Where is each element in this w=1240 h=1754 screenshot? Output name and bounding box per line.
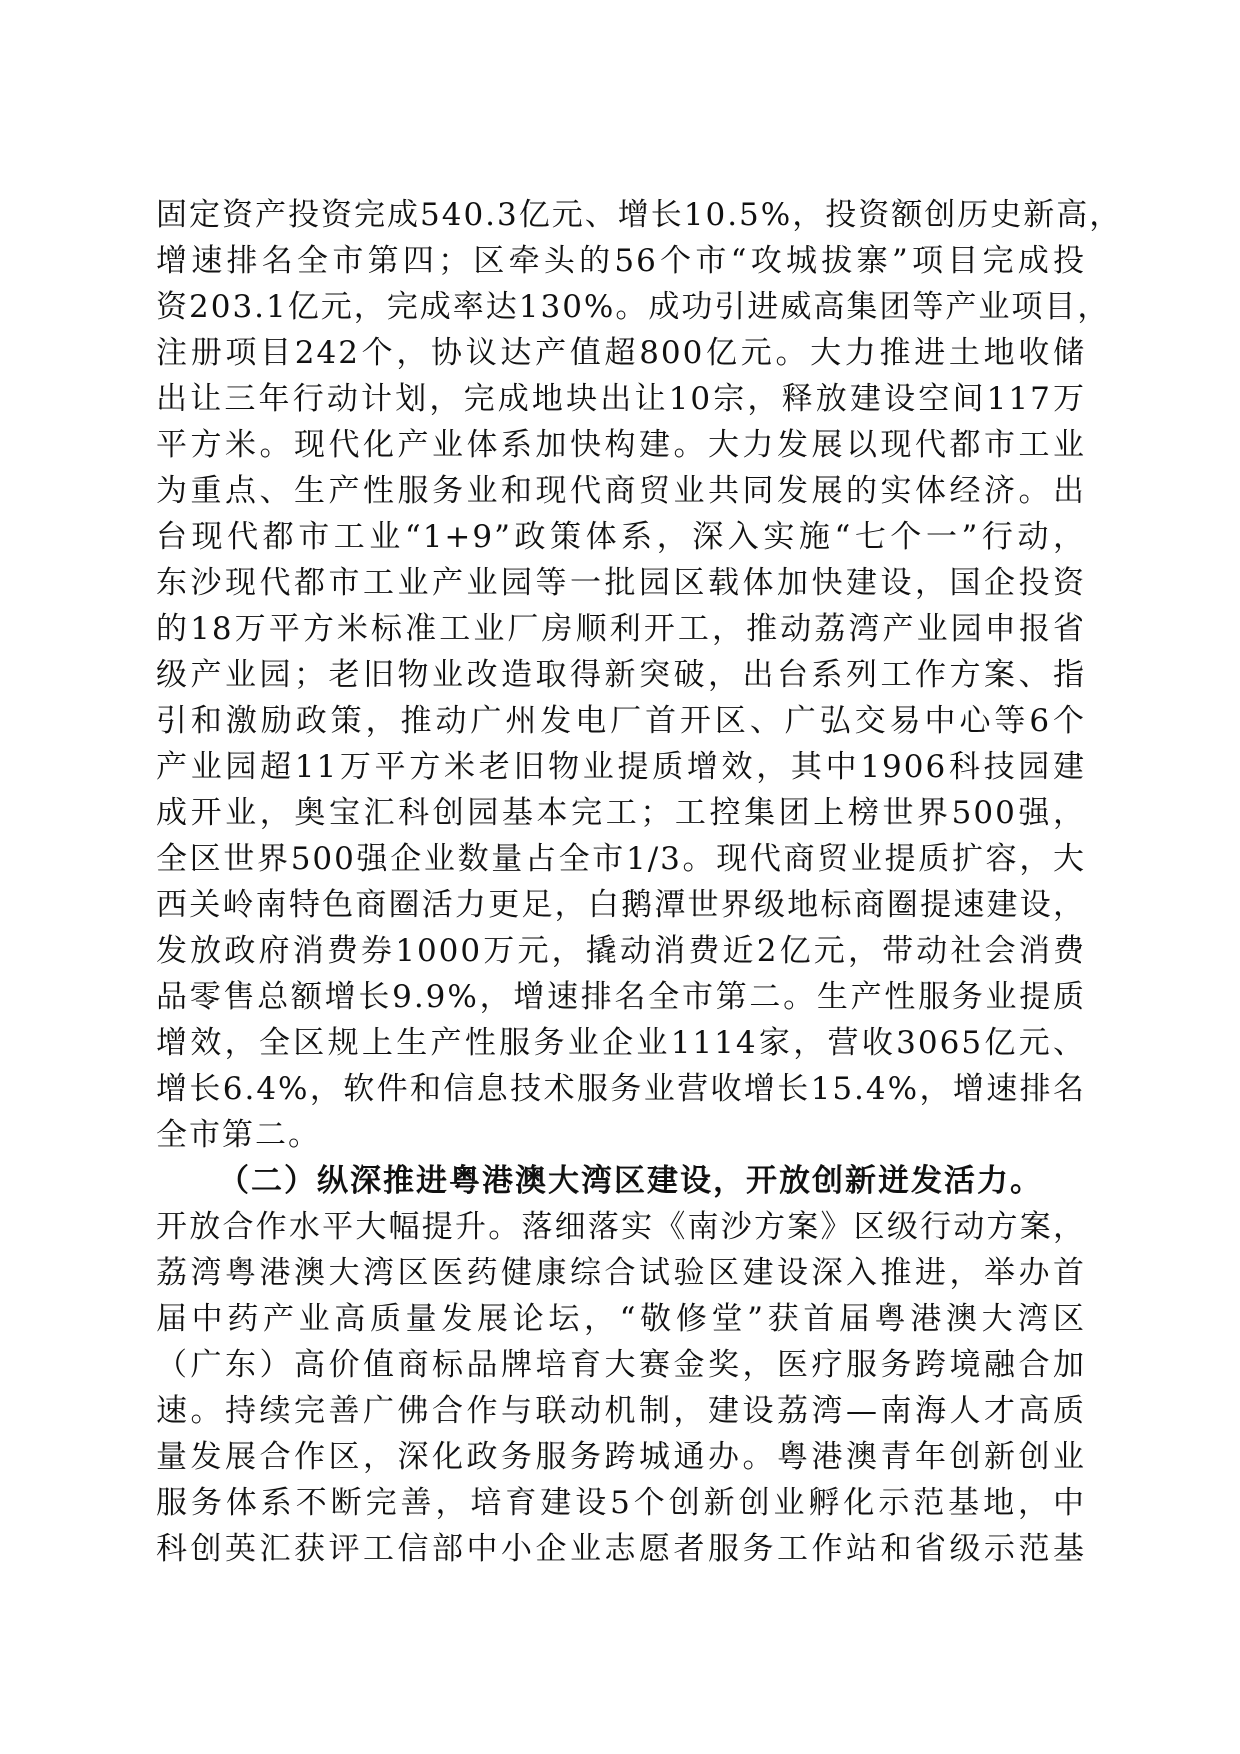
text-line: 开放合作水平大幅提升。落细落实《南沙方案》区级行动方案， xyxy=(156,1209,1086,1245)
text-line: 量发展合作区，深化政务服务跨城通办。粤港澳青年创新创业 xyxy=(156,1439,1086,1475)
text-line: 平方米。现代化产业体系加快构建。大力发展以现代都市工业 xyxy=(156,427,1086,463)
text-line: 发放政府消费券1000万元，撬动消费近2亿元，带动社会消费 xyxy=(156,933,1086,969)
text-line: （广东）高价值商标品牌培育大赛金奖，医疗服务跨境融合加 xyxy=(156,1347,1086,1383)
text-line: 届中药产业高质量发展论坛，“敬修堂”获首届粤港澳大湾区 xyxy=(156,1301,1086,1337)
text-line: 西关岭南特色商圈活力更足，白鹅潭世界级地标商圈提速建设， xyxy=(156,887,1086,923)
text-line: 东沙现代都市工业产业园等一批园区载体加快建设，国企投资 xyxy=(156,565,1086,601)
document-page xyxy=(156,192,1123,1572)
text-line: 品零售总额增长9.9%，增速排名全市第二。生产性服务业提质 xyxy=(156,979,1086,1015)
text-line: 固定资产投资完成540.3亿元、增长10.5%，投资额创历史新高， xyxy=(156,197,1123,233)
text-line: 科创英汇获评工信部中小企业志愿者服务工作站和省级示范基 xyxy=(156,1531,1086,1567)
text-line: 增效，全区规上生产性服务业企业1114家，营收3065亿元、 xyxy=(156,1025,1086,1061)
text-line: 全区世界500强企业数量占全市1/3。现代商贸业提质扩容，大 xyxy=(156,841,1086,877)
text-line: 增速排名全市第四；区牵头的56个市“攻城拔寨”项目完成投 xyxy=(156,243,1086,279)
text-line: 服务体系不断完善，培育建设5个创新创业孵化示范基地，中 xyxy=(156,1485,1086,1521)
text-line: 台现代都市工业“1+9”政策体系，深入实施“七个一”行动， xyxy=(156,519,1086,555)
text-line: 全市第二。 xyxy=(156,1117,321,1153)
text-line: 引和激励政策，推动广州发电厂首开区、广弘交易中心等6个 xyxy=(156,703,1086,739)
section-heading: （二）纵深推进粤港澳大湾区建设，开放创新迸发活力。 xyxy=(218,1163,1043,1199)
text-line: 为重点、生产性服务业和现代商贸业共同发展的实体经济。出 xyxy=(156,473,1086,509)
text-line: 成开业，奥宝汇科创园基本完工；工控集团上榜世界500强， xyxy=(156,795,1086,831)
text-line: 产业园超11万平方米老旧物业提质增效，其中1906科技园建 xyxy=(156,749,1086,785)
text-line: 注册项目242个，协议达产值超800亿元。大力推进土地收储 xyxy=(156,335,1086,371)
text-line: 荔湾粤港澳大湾区医药健康综合试验区建设深入推进，举办首 xyxy=(156,1255,1086,1291)
text-line: 速。持续完善广佛合作与联动机制，建设荔湾—南海人才高质 xyxy=(156,1393,1086,1429)
text-line: 出让三年行动计划，完成地块出让10宗，释放建设空间117万 xyxy=(156,381,1086,417)
text-line: 增长6.4%，软件和信息技术服务业营收增长15.4%，增速排名 xyxy=(156,1071,1086,1107)
text-line: 级产业园；老旧物业改造取得新突破，出台系列工作方案、指 xyxy=(156,657,1086,693)
text-line: 资203.1亿元，完成率达130%。成功引进威高集团等产业项目， xyxy=(156,289,1111,325)
text-line: 的18万平方米标准工业厂房顺利开工，推动荔湾产业园申报省 xyxy=(156,611,1086,647)
